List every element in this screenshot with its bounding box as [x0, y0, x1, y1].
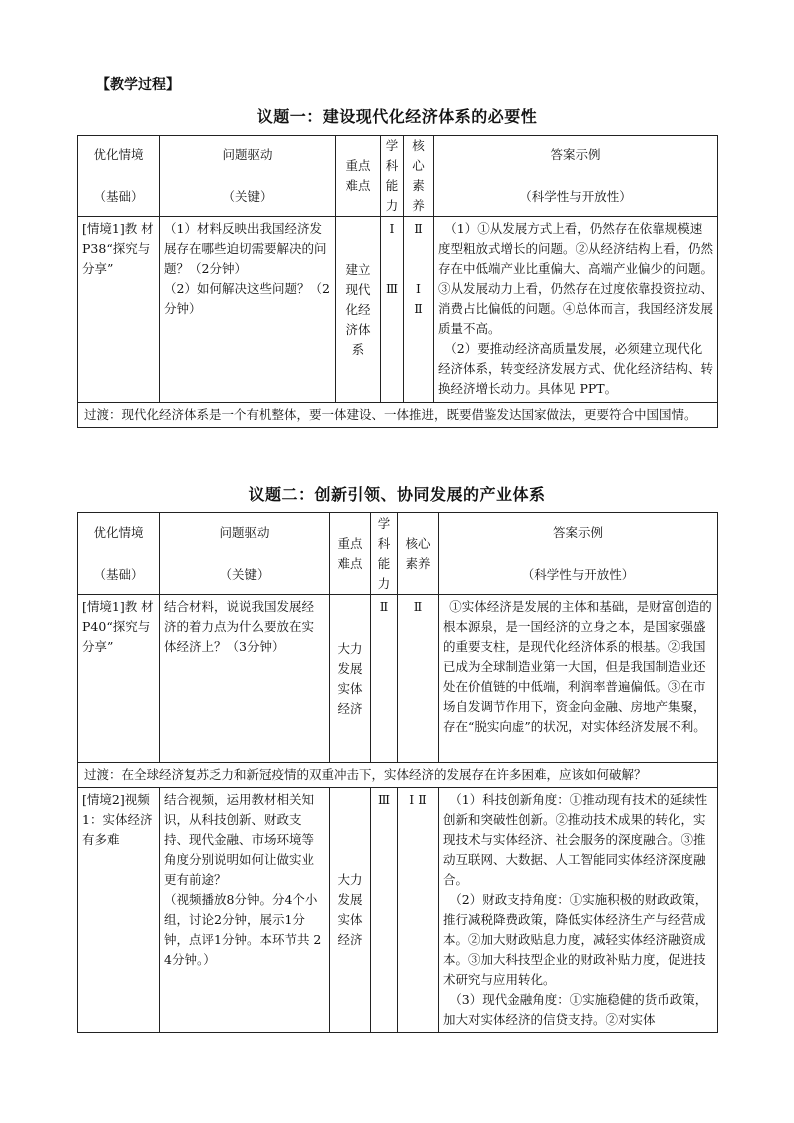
question-cell: 结合材料，说说我国发展经济的着力点为什么要放在实体经济上？（3分钟）: [160, 595, 330, 763]
literacy-cell: Ⅰ Ⅱ: [398, 788, 439, 1033]
ability-cell: Ⅲ: [371, 788, 398, 1033]
transition-text: 过渡：现代化经济体系是一个有机整体，要一体建设、一体推进，既要借鉴发达国家做法，更要符合中国国情。: [78, 403, 718, 428]
table-row: [78, 788, 718, 1033]
header-question: 问题驱动 （关键）: [160, 136, 336, 217]
header-ability: 学科能力: [381, 136, 404, 217]
question-cell: （1）材料反映出我国经济发展存在哪些迫切需要解决的问题？（2分钟） （2）如何解决这些问题？（2分钟）: [160, 217, 336, 403]
table-header-row: [78, 136, 718, 217]
header-literacy: 核心素养: [404, 136, 434, 217]
question-cell: 结合视频，运用教材相关知识，从科技创新、财政支持、现代金融、市场环境等角度分别说明如何让做实业更有前途？ （视频播放8分钟。分4个小组，讨论2分钟，展示1分钟，点评1分钟。本环节共 24分钟。）: [160, 788, 330, 1033]
transition-text: 过渡：在全球经济复苏乏力和新冠疫情的双重冲击下，实体经济的发展存在许多困难，应该如何破解？: [78, 763, 718, 788]
key-point-cell: 大力发展实体经济: [330, 788, 371, 1033]
transition-row: [78, 763, 718, 788]
header-question: 问题驱动 （关键）: [160, 513, 330, 595]
literacy-cell: Ⅱ: [398, 595, 439, 763]
answer-cell: （1）科技创新角度：①推动现有技术的延续性创新和突破性创新。②推动技术成果的转化，实现技术与实体经济、社会服务的深度融合。③推动互联网、大数据、人工智能同实体经济深度融合。 （2）财政支持角度：①实施积极的财政政策，推行减税降费政策，降低实体经济生产与经营成本。②加大财政贴息力度，减轻实体经济融资成本。③加大科技型企业的财政补贴力度，促进技术研究与应用转化。 （3）现代金融角度：①实施稳健的货币政策，加大对实体经济的信贷支持。②对实体: [439, 788, 718, 1033]
topic1-table: [77, 135, 718, 428]
section-label: 【教学过程】: [96, 77, 180, 93]
scenario-cell: [情境2]视频1：实体经济有多难: [78, 788, 160, 1033]
literacy-cell: Ⅱ Ⅰ Ⅱ: [404, 217, 434, 403]
key-point-cell: 建立现代化经济体系: [336, 217, 381, 403]
ability-cell: Ⅰ Ⅲ: [381, 217, 404, 403]
table-row: [78, 595, 718, 763]
answer-cell: （1）①从发展方式上看，仍然存在依靠规模速度型粗放式增长的问题。②从经济结构上看，仍然存在中低端产业比重偏大、高端产业偏少的问题。③从发展动力上看，仍然存在过度依靠投资拉动、消费占比偏低的问题。④总体而言，我国经济发展质量不高。 （2）要推动经济高质量发展，必须建立现代化经济体系，转变经济发展方式、优化经济结构、转换经济增长动力。具体见 PPT。: [434, 217, 718, 403]
answer-cell: ①实体经济是发展的主体和基础，是财富创造的根本源泉，是一国经济的立身之本，是国家强盛的重要支柱，是现代化经济体系的根基。②我国已成为全球制造业第一大国，但是我国制造业还处在价值链的中低端，利润率普遍偏低。③在市场自发调节作用下，资金向金融、房地产集聚，存在“脱实向虚”的状况，对实体经济发展不利。: [439, 595, 718, 763]
header-scenario: 优化情境 （基础）: [78, 136, 160, 217]
header-answer: 答案示例 （科学性与开放性）: [434, 136, 718, 217]
header-key-points: 重点难点: [330, 513, 371, 595]
table-header-row: [78, 513, 718, 595]
topic2-title: 议题二：创新引领、协同发展的产业体系: [248, 485, 546, 504]
header-key-points: 重点难点: [336, 136, 381, 217]
header-ability: 学科能力: [371, 513, 398, 595]
table-row: [78, 217, 718, 403]
topic2-table: [77, 512, 718, 1033]
header-scenario: 优化情境 （基础）: [78, 513, 160, 595]
key-point-cell: 大力发展实体经济: [330, 595, 371, 763]
scenario-cell: [情境1]教 材 P38“探究与分享”: [78, 217, 160, 403]
header-literacy: 核心素养: [398, 513, 439, 595]
transition-row: [78, 403, 718, 428]
header-answer: 答案示例 （科学性与开放性）: [439, 513, 718, 595]
topic1-title: 议题一：建设现代化经济体系的必要性: [256, 107, 538, 126]
ability-cell: Ⅱ: [371, 595, 398, 763]
scenario-cell: [情境1]教 材 P40“探究与分享”: [78, 595, 160, 763]
